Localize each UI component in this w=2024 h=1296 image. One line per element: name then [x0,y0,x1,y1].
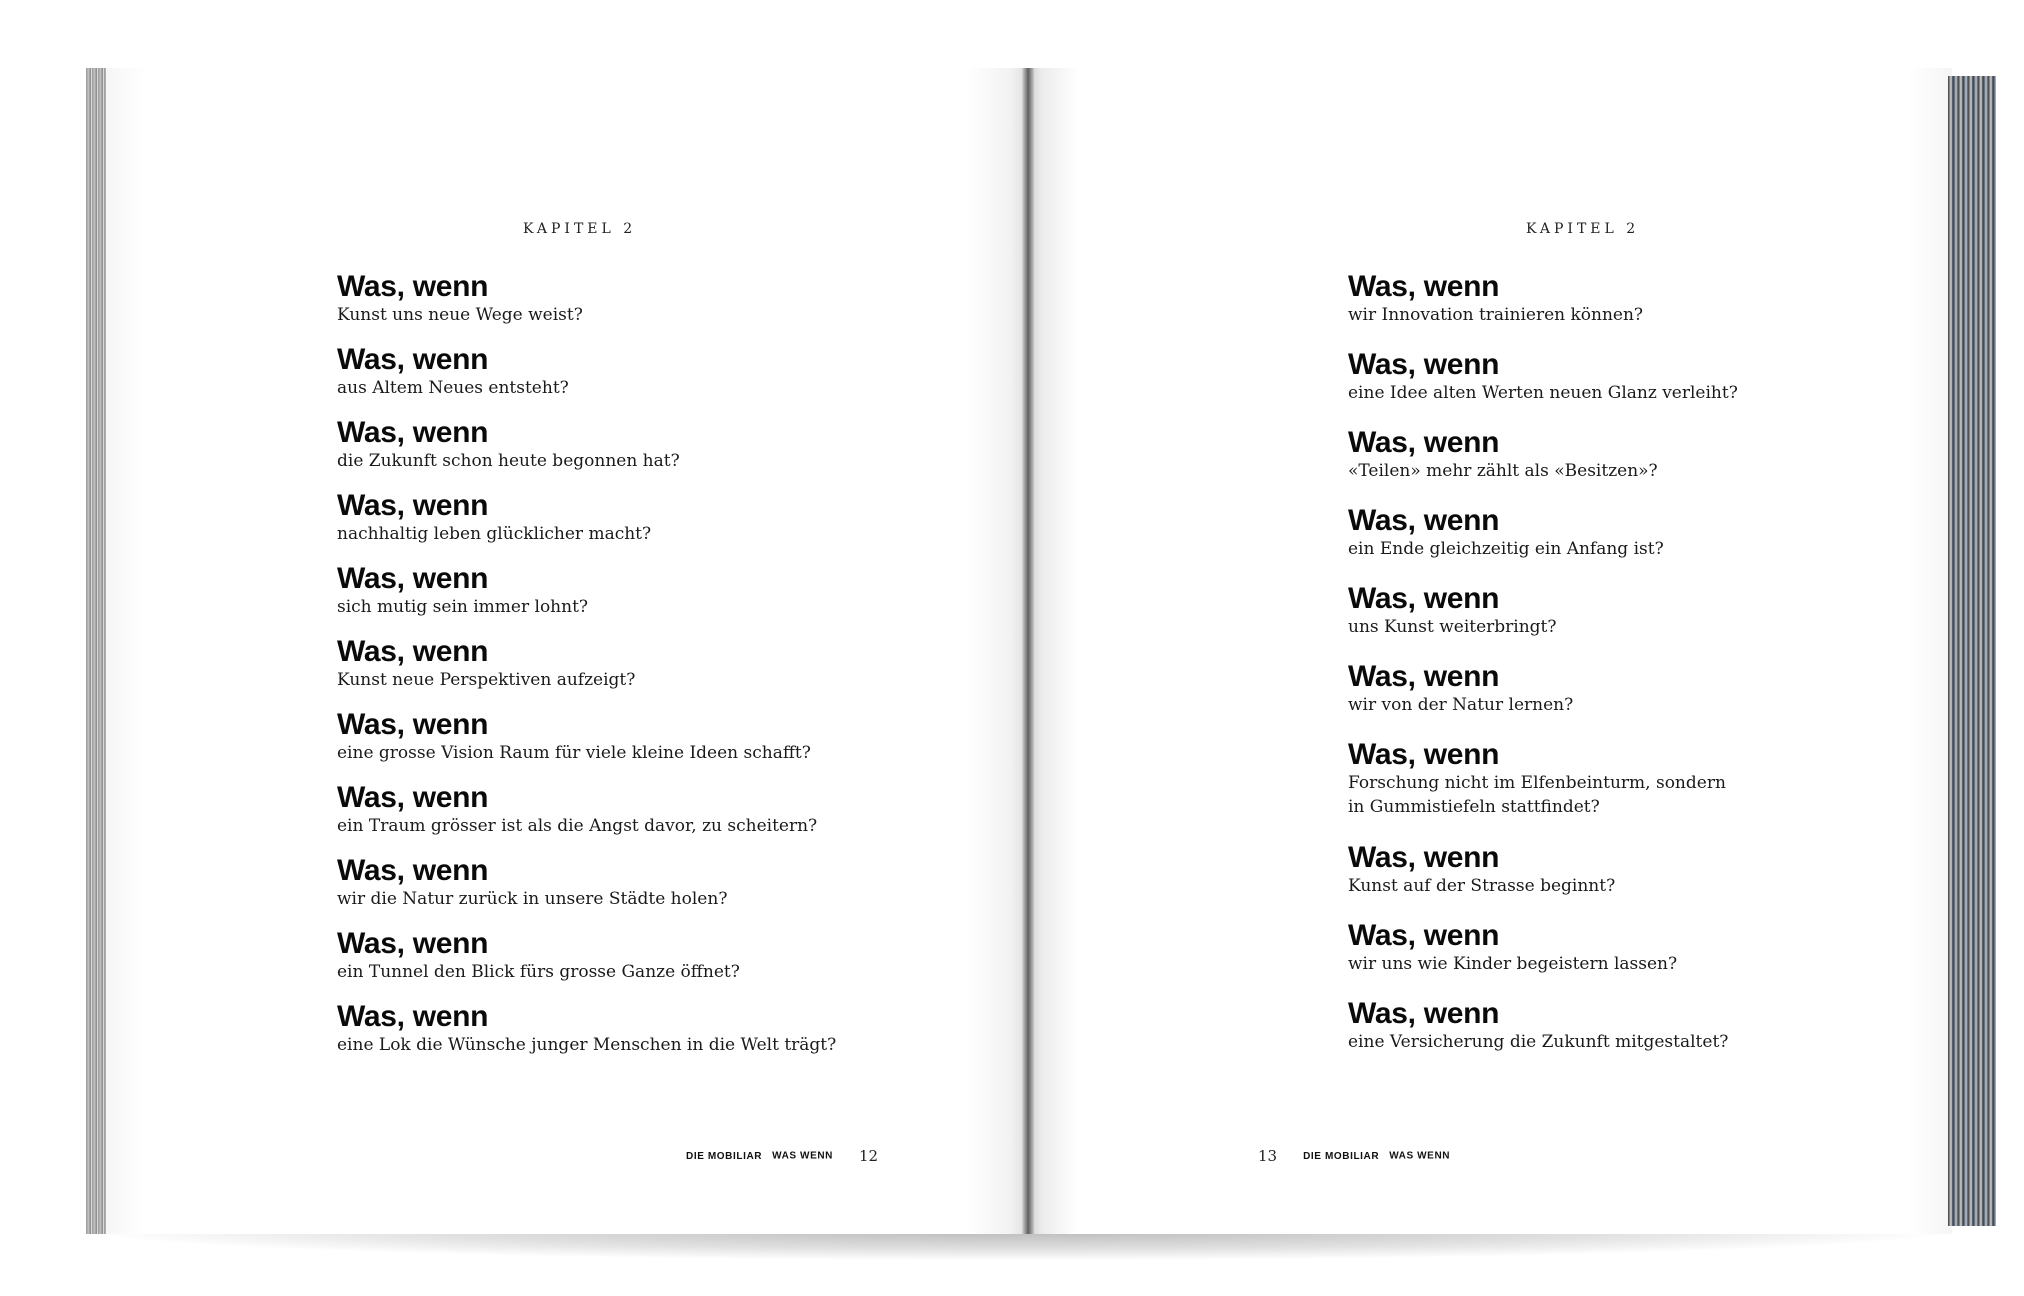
entry-heading: Was, wenn [1348,997,1500,1030]
entry-text: eine Idee alten Werten neuen Glanz verleiht? [1348,383,1738,403]
left-entry [337,563,937,636]
open-book [86,68,1996,1234]
entry-heading: Was, wenn [337,270,489,303]
right-entry [1348,661,1948,739]
entry-text: wir Innovation trainieren können? [1348,305,1644,325]
entry-heading: Was, wenn [337,635,489,668]
right-page-edges [1948,76,1996,1226]
entry-text: «Teilen» mehr zählt als «Besitzen»? [1348,461,1658,481]
page-number: 12 [859,1147,879,1165]
page-number: 13 [1258,1147,1278,1165]
right-entry [1348,427,1948,505]
entry-heading: Was, wenn [1348,426,1500,459]
left-entry [337,490,937,563]
entry-text: wir die Natur zurück in unsere Städte holen? [337,889,728,909]
entry-heading: Was, wenn [1348,270,1500,303]
left-question-list [337,271,937,1074]
right-entry [1348,349,1948,427]
right-entry [1348,739,1948,842]
entry-heading: Was, wenn [1348,582,1500,615]
entry-heading: Was, wenn [1348,660,1500,693]
entry-heading: Was, wenn [337,489,489,522]
entry-heading: Was, wenn [337,781,489,814]
left-chapter-label: KAPITEL 2 [523,221,637,237]
footer-brand: DIE MOBILIAR [686,1150,763,1162]
left-entry [337,928,937,1001]
left-entry [337,636,937,709]
left-page-footer [686,1147,878,1165]
right-page-footer [1258,1147,1450,1165]
book-gutter [1022,68,1034,1234]
right-entry [1348,271,1948,349]
right-entry [1348,842,1948,920]
right-entry [1348,998,1948,1076]
entry-text: nachhaltig leben glücklicher macht? [337,524,652,544]
right-page [1028,68,1952,1234]
left-entry [337,1001,937,1074]
left-entry [337,782,937,855]
left-page-edges [86,68,108,1234]
entry-heading: Was, wenn [337,1000,489,1033]
left-entry [337,417,937,490]
left-page [106,68,1028,1234]
left-entry [337,344,937,417]
entry-text: Kunst auf der Strasse beginnt? [1348,876,1616,896]
entry-heading: Was, wenn [1348,841,1500,874]
entry-heading: Was, wenn [337,854,489,887]
entry-text: eine Lok die Wünsche junger Menschen in die Welt trägt? [337,1035,837,1055]
entry-text: Kunst uns neue Wege weist? [337,305,583,325]
entry-text: uns Kunst weiterbringt? [1348,617,1557,637]
footer-title: WAS WENN [772,1150,834,1162]
entry-heading: Was, wenn [1348,919,1500,952]
left-entry [337,709,937,782]
entry-text: Kunst neue Perspektiven aufzeigt? [337,670,636,690]
entry-text: eine grosse Vision Raum für viele kleine Ideen schafft? [337,743,811,763]
entry-text: ein Traum grösser ist als die Angst davor, zu scheitern? [337,816,818,836]
entry-heading: Was, wenn [1348,348,1500,381]
entry-heading: Was, wenn [337,708,489,741]
left-entry [337,271,937,344]
entry-text: ein Tunnel den Blick fürs grosse Ganze öffnet? [337,962,740,982]
entry-heading: Was, wenn [337,343,489,376]
entry-text: ein Ende gleichzeitig ein Anfang ist? [1348,539,1664,559]
entry-text: eine Versicherung die Zukunft mitgestaltet? [1348,1032,1729,1052]
entry-heading: Was, wenn [1348,504,1500,537]
entry-text: aus Altem Neues entsteht? [337,378,569,398]
right-entry [1348,583,1948,661]
right-entry [1348,505,1948,583]
entry-heading: Was, wenn [1348,738,1500,771]
entry-heading: Was, wenn [337,562,489,595]
entry-text: wir uns wie Kinder begeistern lassen? [1348,954,1678,974]
entry-text: Forschung nicht im Elfenbeinturm, sondern in Gummistiefeln stattfindet? [1348,773,1726,817]
right-chapter-label: KAPITEL 2 [1526,221,1640,237]
footer-brand: DIE MOBILIAR [1303,1150,1380,1162]
right-question-list [1348,271,1948,1076]
entry-text: wir von der Natur lernen? [1348,695,1574,715]
right-entry [1348,920,1948,998]
entry-heading: Was, wenn [337,927,489,960]
entry-text: die Zukunft schon heute begonnen hat? [337,451,680,471]
footer-title: WAS WENN [1389,1150,1451,1162]
entry-heading: Was, wenn [337,416,489,449]
left-entry [337,855,937,928]
entry-text: sich mutig sein immer lohnt? [337,597,589,617]
